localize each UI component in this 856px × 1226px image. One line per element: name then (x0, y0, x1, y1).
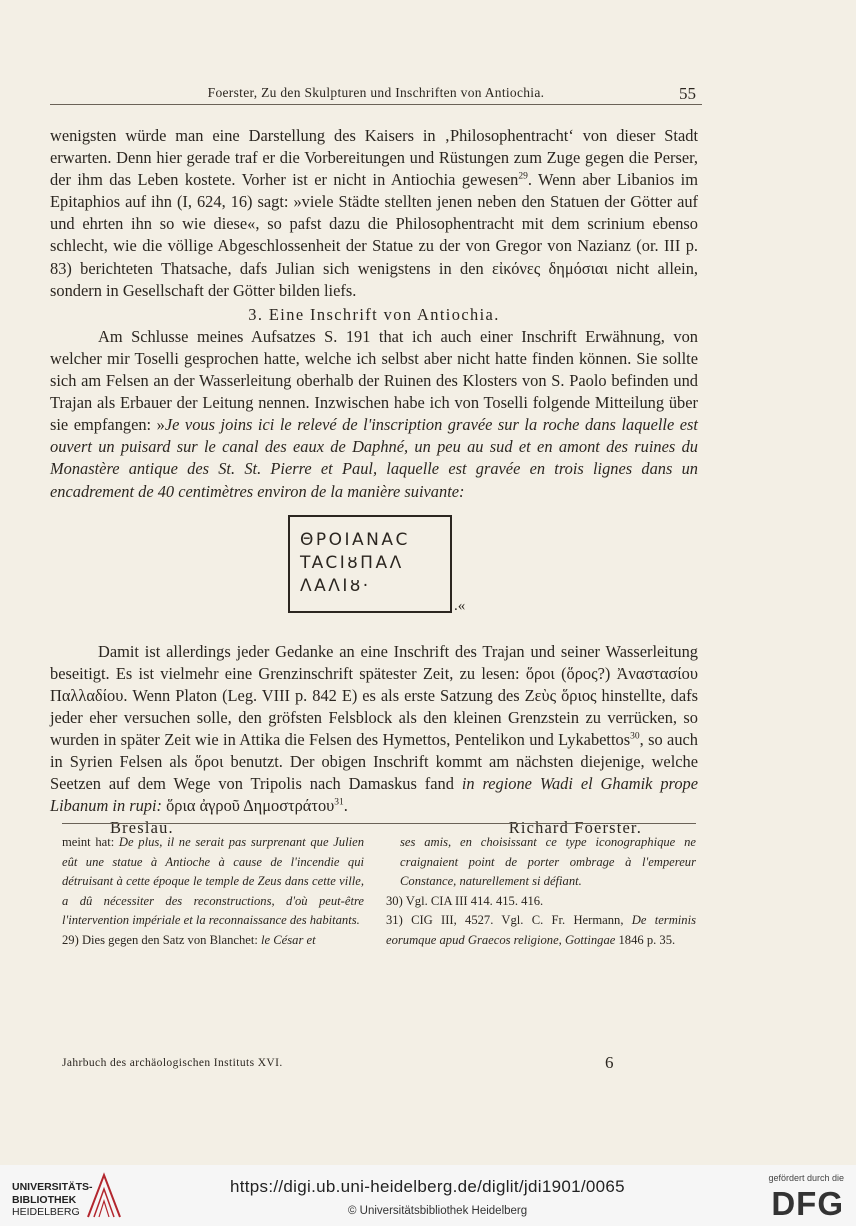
paragraph-2 (50, 326, 698, 503)
footnote-30-text: Vgl. CIA III 414. 415. 416. (402, 893, 544, 908)
sign-place: Breslau. (110, 818, 174, 838)
footnote-quote: De plus, il ne serait pas surprenant que Julien eût une statue à Antioche à cause de l'incendie qui détruisant à cette époque le temple de Zeus dans cette ville, a dû nécessiter des reconstructions, d'où peut-être l'intervention impériale et la reconnaissance des habitants. (62, 835, 364, 927)
permalink-url[interactable]: https://digi.ub.uni-heidelberg.de/diglit/jdi1901/0065 (230, 1177, 625, 1196)
library-emblem-icon (84, 1171, 124, 1221)
inscription-line-1: ΘΡΟΙΑΝΑC (300, 529, 410, 550)
library-name-line-3: HEIDELBERG (12, 1206, 80, 1218)
paragraph-3-latin: in regione Wadi el Ghamik prope Libanum in rupi: (50, 774, 698, 816)
main-text (50, 125, 698, 839)
inscription-line-2: TACIȣΠΑΛ (300, 552, 404, 573)
footnote-31-number: 31) (386, 913, 403, 927)
paragraph-2-text: Am Schlusse meines Aufsatzes S. 191 that ich auch einer Inschrift Erwähnung, von welcher mir Toselli gesprochen hatte, welche ich selbst aber nicht hatte finden können. Sie sollte sich am Felsen an der Wasserleitung oberhalb der Ruinen des Klosters von S. Paolo befinden und Trajan als Erbauer der Leitung nennen. Inzwischen habe ich von Toselli folgende Mitteilung über sie empfangen: » (50, 326, 698, 435)
signature-mark: 6 (605, 1053, 614, 1072)
footnote-29 (62, 931, 364, 951)
paragraph-3-text-cont: , so auch in Syrien Felsen als ὅροι benutzt. Der obigen Inschrift kommt am nächsten diejenige, welche Seetzen auf dem Wege von Tripolis nach Damaskus fand (50, 729, 699, 794)
footnotes-right-column (386, 833, 696, 950)
paragraph-1-text: wenigsten würde man eine Darstellung des Kaisers in ‚Philosophentracht‘ von dieser Stadt erwarten. Denn hier gerade traf er die Vorbereitungen und Rüstungen zum Zuge gegen die Perser, der ihm das Leben kostete. Vorher ist er nicht in Antiochia gewesen (50, 126, 698, 190)
inscription-line-3: ΛΑΛΙȣ· (300, 575, 371, 596)
footnote-31 (386, 911, 696, 950)
footnotes-left-column (62, 833, 364, 950)
footnote-ref-31: 31 (334, 797, 344, 808)
library-name-line-1: UNIVERSITÄTS- (12, 1181, 93, 1193)
footnote-31-title: De terminis eorumque apud Graecos religione, Gottingae (386, 913, 696, 947)
library-logo[interactable] (12, 1181, 93, 1219)
footnote-29-quote: le César et (261, 932, 316, 947)
paragraph-2-quote: Je vous joins ici le relevé de l'inscription gravée sur la roche dans laquelle est ouvert un puisard sur le canal des eaux de Daphné, un peu au sud et en amont des ruines du Monastère antique des St. St. Pierre et Paul, laquelle est gravée en trois lignes dans un encadrement de 40 centimètres environ de la manière suivante: (50, 415, 698, 501)
dfg-logo[interactable]: DFG (771, 1185, 844, 1222)
footnote-31-end: 1846 p. 35. (615, 932, 676, 947)
paragraph-3-greek: ὅρια ἀγροῦ Δημοστράτου (162, 796, 335, 816)
inscription-box (288, 515, 452, 613)
section-title: 3. Eine Inschrift von Antiochia. (248, 304, 500, 324)
footnote-30-number: 30) (386, 893, 403, 908)
inscription-figure (50, 503, 698, 641)
journal-line: Jahrbuch des archäologischen Instituts XVI. (62, 1057, 283, 1069)
paragraph-1-text-cont: . Wenn aber Libanios im Epitaphios auf ihn (I, 624, 16) sagt: »viele Städte stellten jenen neben den Statuen der Götter auf und ehrten ihn so wie diese«, so pafst dazu die Philosophentracht mit dem scrinium ebenso schlecht, wie die völlige Abgeschlossenheit der Statue zu der von Gregor von Nazianz (or. III p. 83) berichteten Thatsache, dafs Julian sich wenigstens in den εἰκόνες δημόσιαι nicht allein, sondern in Gesellschaft der Götter bilden liefs. (50, 170, 698, 300)
quote-close: .« (454, 597, 466, 614)
page-number: 55 (679, 84, 696, 103)
footnote-29-quote-cont: ses amis, en choisissant ce type iconographique ne craignaient point de porter ombrage à l'empereur Constance, naturellement si défiant. (400, 835, 696, 888)
funding-label: gefördert durch die (768, 1173, 844, 1183)
digitization-footer (0, 1165, 856, 1226)
footnote-29-number: 29) (62, 932, 79, 947)
footnote-ref-30: 30 (630, 731, 640, 742)
running-header (50, 82, 702, 105)
library-name-line-2: BIBLIOTHEK (12, 1193, 77, 1206)
footnote-29-continued (386, 833, 696, 892)
footnote-31-text: CIG III, 4527. Vgl. C. Fr. Hermann, (402, 913, 632, 927)
paragraph-1 (50, 125, 698, 302)
footnote-ref-29: 29 (518, 171, 528, 182)
sign-author: Richard Foerster. (508, 818, 642, 838)
paragraph-3 (50, 641, 698, 818)
copyright-notice: © Universitätsbibliothek Heidelberg (348, 1205, 528, 1217)
footnote-lead: meint hat: (62, 835, 119, 849)
paragraph-3-text: Damit ist allerdings jeder Gedanke an eine Inschrift des Trajan und seiner Wasserleitung beseitigt. Es ist vielmehr eine Grenzinschrift spätester Zeit, zu lesen: ὅροι (ὅρος?) Ἀναστασίου Παλλαδίου. Wenn Platon (Leg. VIII p. 842 E) es als erste Satzung des Ζεὺς ὅριος hinstellte, dafs jeder eher versuchen solle, den gröfsten Felsblock als den kleinen Grenzstein zu verrücken, so wurden in später Zeit wie in Attika die Felsen des Hymettos, Pentelikon und Lykabettos (50, 641, 698, 749)
footnote-rule (62, 823, 696, 824)
header-title: Foerster, Zu den Skulpturen und Inschriften von Antiochia. (207, 85, 545, 100)
footnote-continued (62, 833, 364, 931)
paragraph-3-end: . (343, 796, 348, 816)
footnote-29-text: Dies gegen den Satz von Blanchet: (78, 932, 262, 947)
footnote-30 (386, 892, 696, 912)
